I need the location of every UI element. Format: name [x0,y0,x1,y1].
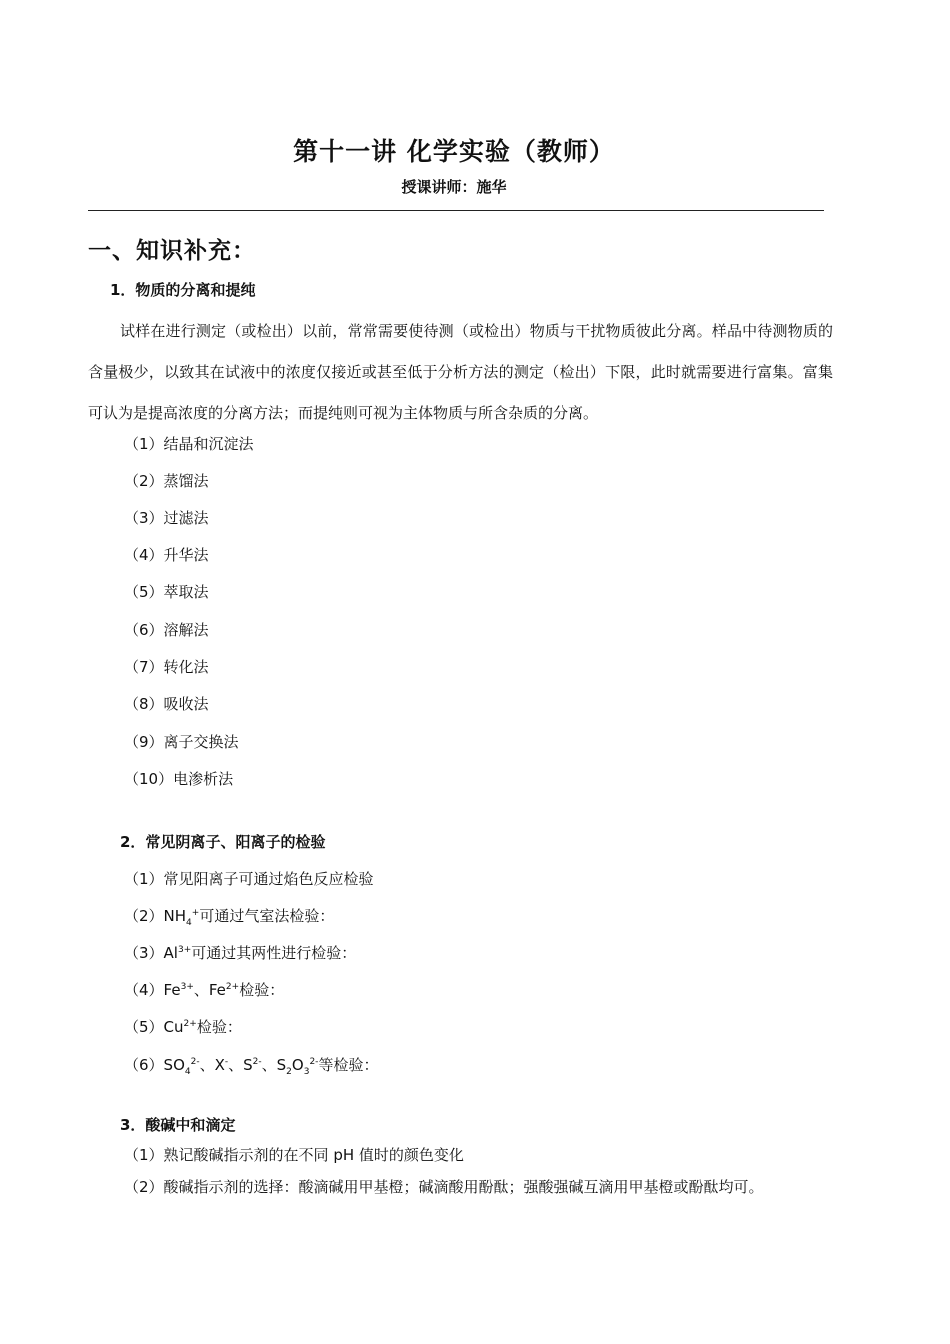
subsection-title-separation: 1．物质的分离和提纯 [110,281,256,299]
section-heading: 一、知识补充： [88,238,256,264]
list-item: （1）结晶和沉淀法 [124,435,254,453]
list-item: $(2)NH_4^+$可通过气室法检验： [124,907,335,928]
list-item: （7）转化法 [124,658,209,676]
list-item: （4）升华法 [124,546,209,564]
list-item: （2）酸碱指示剂的选择：酸滴碱用甲基橙；碱滴酸用酚酞；强酸强碱互滴用甲基橙或酚酞均可。 [124,1178,764,1196]
subsection-title-titration: 3．酸碱中和滴定 [120,1116,236,1134]
separation-paragraph: 试样在进行测定（或检出）以前，常常需要使待测（或检出）物质与干扰物质彼此分离。样品中待测物质的含量极少，以致其在试液中的浓度仅接近或甚至低于分析方法的测定（检出）下限，此时就需要进行富集。富集可认为是提高浓度的分离方法；而提纯则可视为主体物质与所含杂质的分离。 [88,322,833,422]
list-item: （9）离子交换法 [124,733,239,751]
header-divider [88,210,824,211]
lecturer-line: 授课讲师：施华 [401,178,507,196]
list-item: $(4)Fe^{3+}$、$Fe^{2+}$检验： [124,981,285,999]
list-item: （3）过滤法 [124,509,209,527]
list-item: （10）电渗析法 [124,770,234,788]
list-item: （2）蒸馏法 [124,472,209,490]
list-item: $(3)Al^{3+}$可通过其两性进行检验： [124,944,357,962]
list-item: （1）常见阳离子可通过焰色反应检验 [124,870,374,888]
list-item: （1）熟记酸碱指示剂的在不同 pH 值时的颜色变化 [124,1146,464,1164]
list-item: $(6)SO_4^{2-}$、X-、$S^{2-}$、$S_2O_3^{2-}$等检验： [124,1056,379,1077]
list-item: （5）萃取法 [124,583,209,601]
page-title: 第十一讲 化学实验（教师） [293,137,615,166]
subsection-title-ion-tests: 2．常见阴离子、阳离子的检验 [120,833,326,851]
list-item: （6）溶解法 [124,621,209,639]
list-item: $(5)Cu^{2+}$检验： [124,1018,242,1036]
list-item: （8）吸收法 [124,695,209,713]
